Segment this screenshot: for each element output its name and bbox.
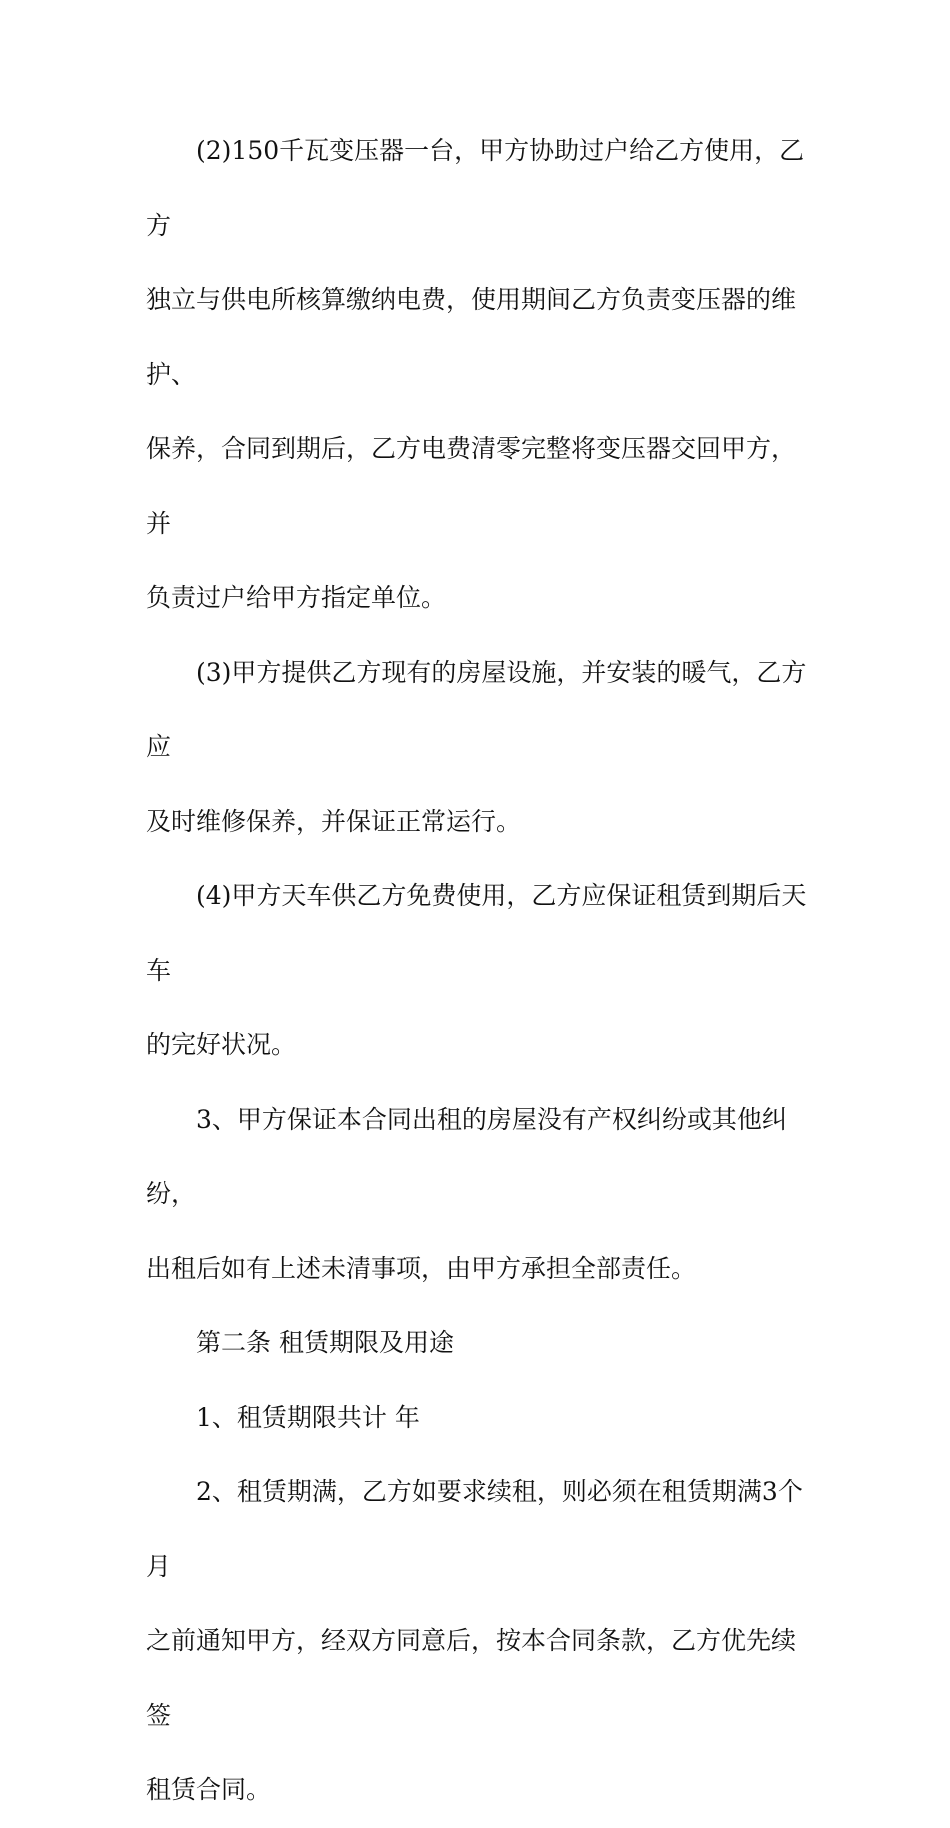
paragraph-crane [146, 859, 816, 1083]
text-line: 第二条 租赁期限及用途 [196, 1328, 454, 1357]
text-line: 租赁合同。 [146, 1775, 272, 1804]
text-line: 保养，合同到期后，乙方电费清零完整将变压器交回甲方，并 [146, 434, 797, 538]
text-line: (3)甲方提供乙方现有的房屋设施，并安装的暖气，乙方应 [146, 657, 807, 761]
text-line: 独立与供电所核算缴纳电费，使用期间乙方负责变压器的维护、 [146, 285, 797, 389]
text-line: 出租后如有上述未清事项，由甲方承担全部责任。 [146, 1253, 697, 1283]
text-line: 及时维修保养，并保证正常运行。 [146, 806, 522, 836]
text-line: 负责过户给甲方指定单位。 [146, 583, 447, 612]
text-line: 的完好状况。 [146, 1030, 297, 1059]
text-line: 之前通知甲方，经双方同意后，按本合同条款，乙方优先续签 [146, 1626, 797, 1730]
text-line: 3、甲方保证本合同出租的房屋没有产权纠纷或其他纠纷， [146, 1104, 787, 1208]
paragraph-house-facilities [146, 636, 816, 860]
paragraph-lease-term [146, 1381, 816, 1456]
text-line: 2、租赁期满，乙方如要求续租，则必须在租赁期满3个月 [146, 1477, 803, 1581]
text-line: 1、租赁期限共计 年 [196, 1402, 420, 1432]
text-line: (4)甲方天车供乙方免费使用，乙方应保证租赁到期后天车 [146, 881, 807, 985]
paragraph-lease-renewal [146, 1455, 816, 1828]
paragraph-transformer [146, 114, 816, 636]
document-body [146, 114, 816, 1828]
section-heading-article-2 [146, 1306, 816, 1381]
paragraph-ownership-guarantee [146, 1083, 816, 1307]
text-line: (2)150千瓦变压器一台，甲方协助过户给乙方使用，乙方 [146, 136, 805, 240]
